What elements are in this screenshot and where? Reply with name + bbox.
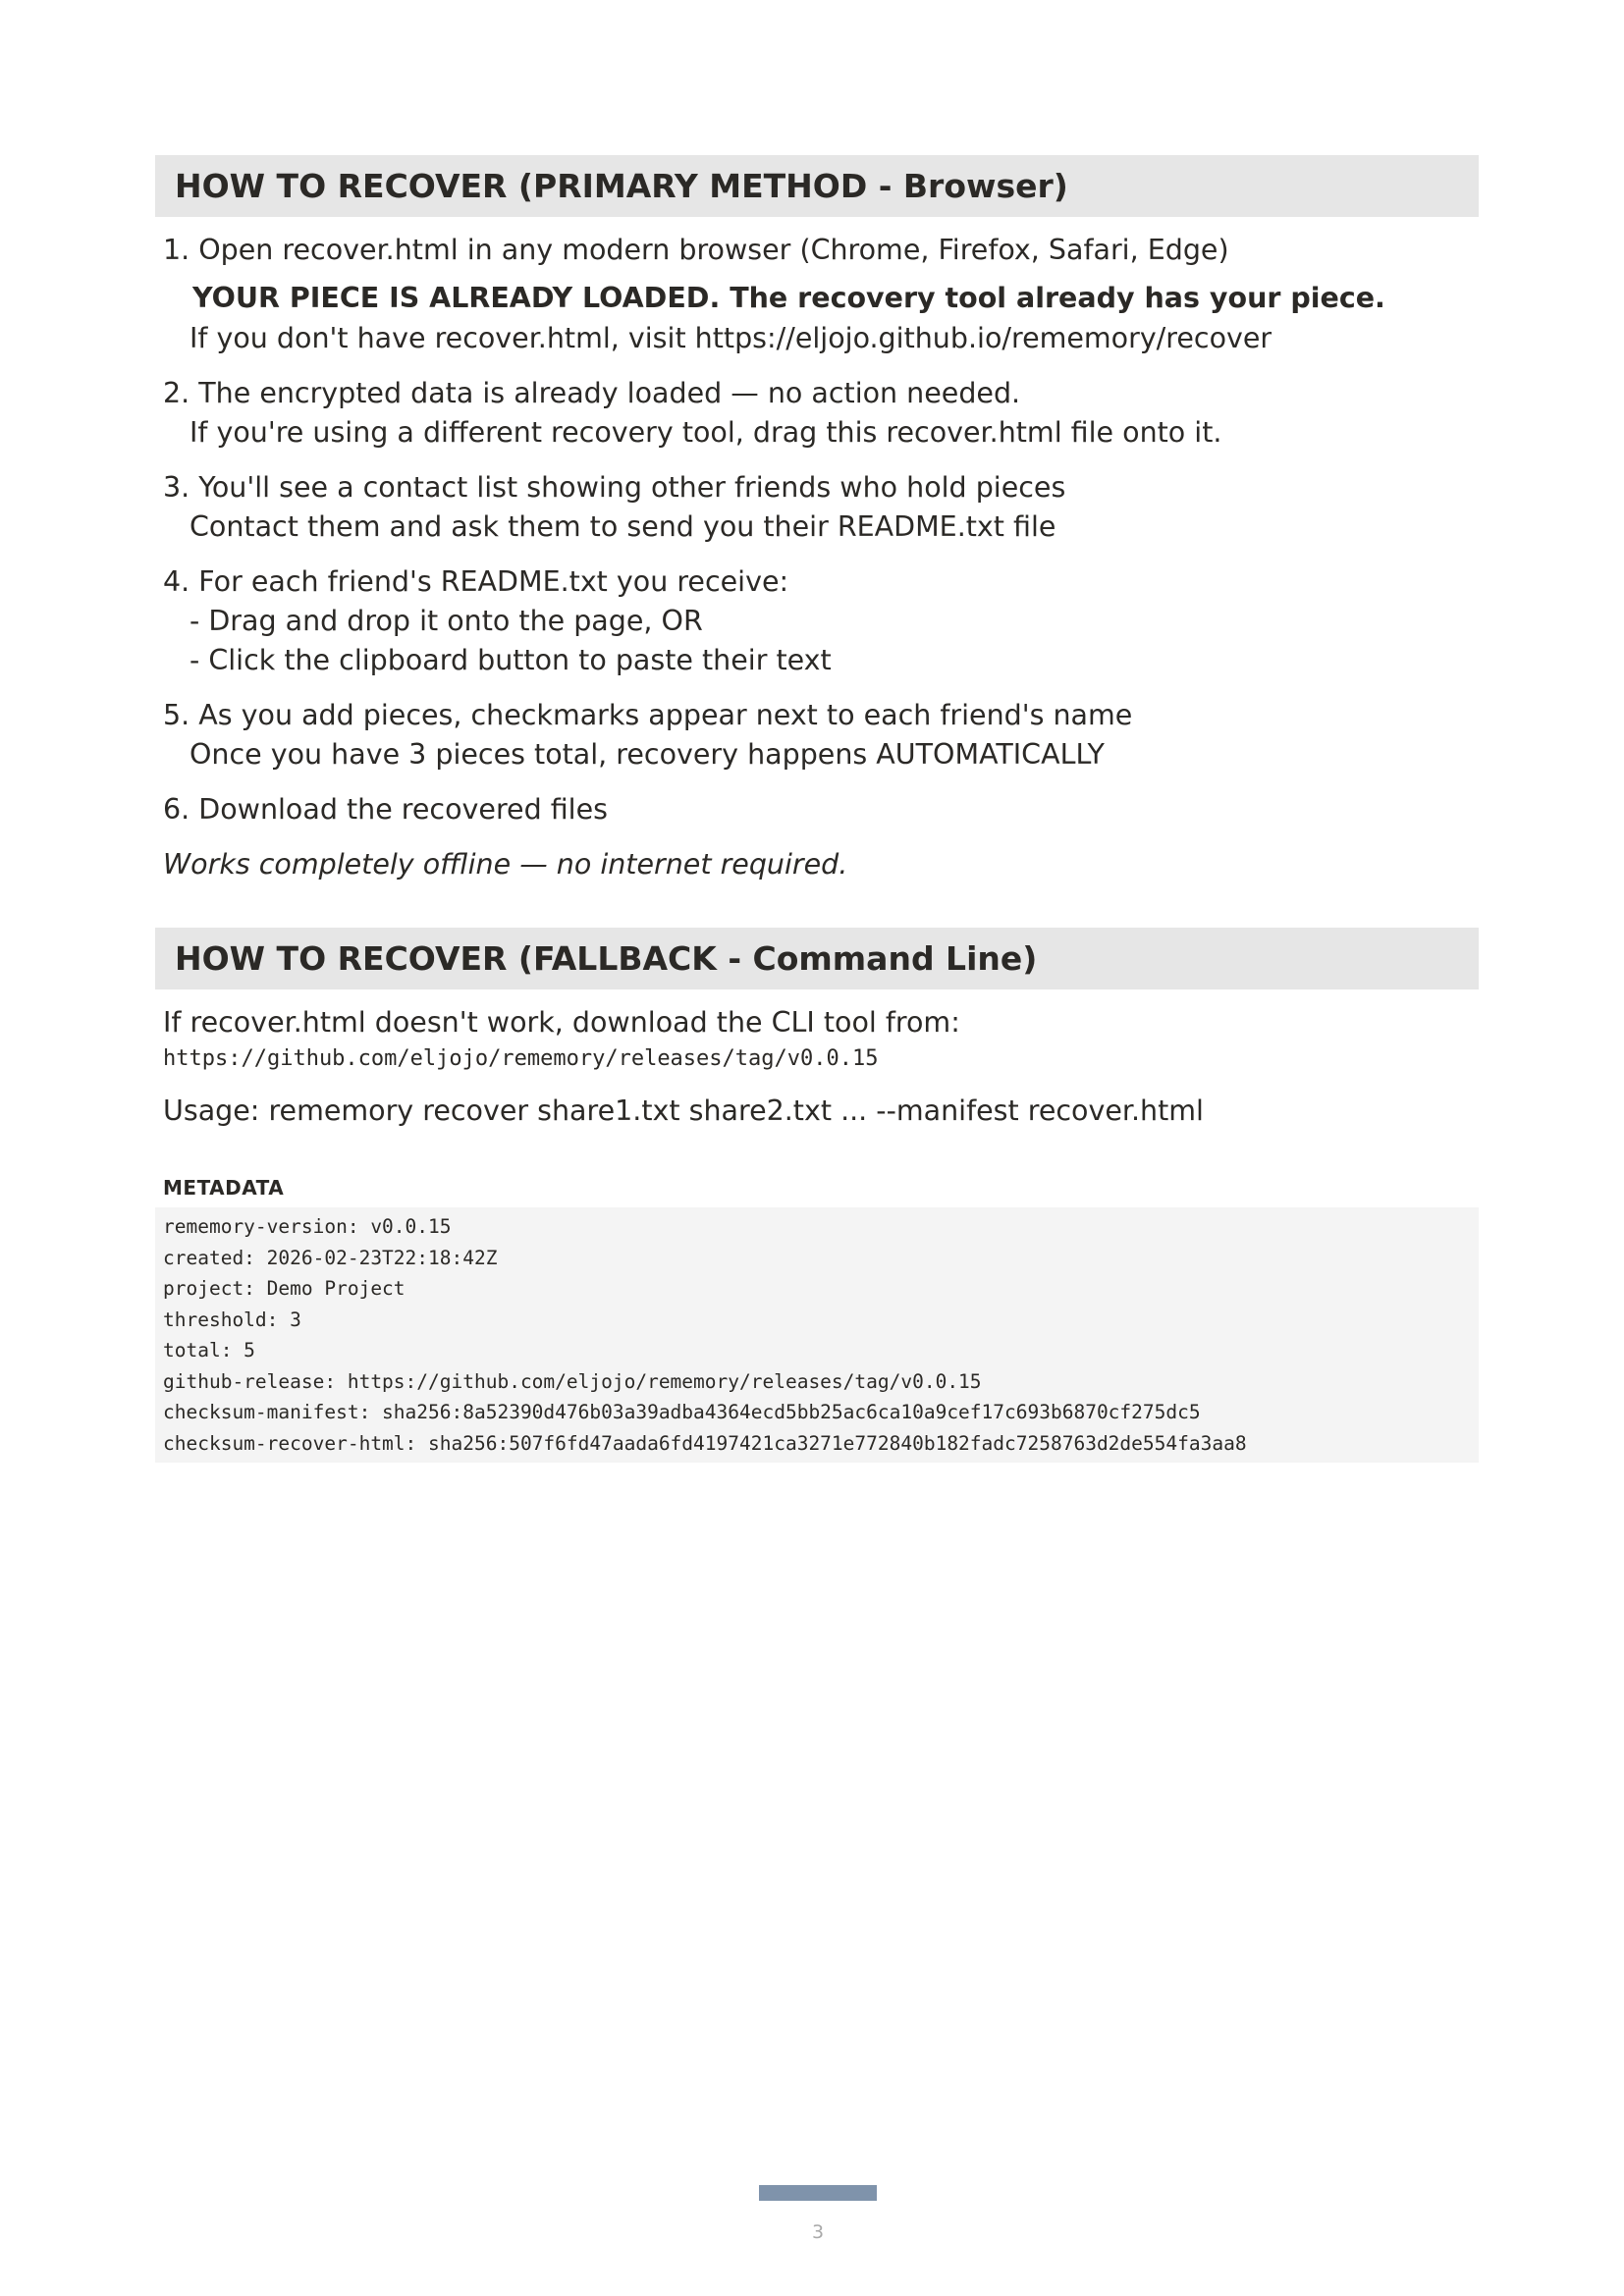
fallback-method-heading: HOW TO RECOVER (FALLBACK - Command Line) (155, 928, 1479, 989)
primary-method-heading: HOW TO RECOVER (PRIMARY METHOD - Browser) (155, 155, 1479, 217)
step-1-detail: If you don't have recover.html, visit https://eljojo.github.io/rememory/recover (189, 322, 1272, 354)
step-1 (163, 231, 1479, 358)
cli-usage: Usage: rememory recover share1.txt share2.txt ... --manifest recover.html (163, 1095, 1204, 1127)
metadata-line: checksum-manifest: sha256:8a52390d476b03a39adba4364ecd5bb25ac6ca10a9cef17c693b6870cf275dc5 (163, 1401, 1201, 1423)
step-5-detail: Once you have 3 pieces total, recovery happens AUTOMATICALLY (189, 738, 1105, 771)
document-page (155, 155, 1479, 1463)
metadata-line: checksum-recover-html: sha256:507f6fd47aada6fd4197421ca3271e772840b182fadc7258763d2de554fa3aa8 (163, 1431, 1247, 1455)
metadata-block (155, 1207, 1479, 1463)
metadata-heading: METADATA (163, 1176, 285, 1200)
step-2-text: 2. The encrypted data is already loaded — no action needed. (163, 377, 1021, 409)
step-5 (163, 696, 1479, 774)
metadata-line: created: 2026-02-23T22:18:42Z (163, 1246, 498, 1269)
step-4 (163, 562, 1479, 680)
step-3-detail: Contact them and ask them to send you their README.txt file (189, 510, 1056, 543)
step-2-detail: If you're using a different recovery tool, drag this recover.html file onto it. (189, 416, 1222, 449)
step-3 (163, 468, 1479, 547)
step-4-option-drag: - Drag and drop it onto the page, OR (189, 605, 703, 637)
cli-download-link[interactable]: https://github.com/eljojo/rememory/releases/tag/v0.0.15 (163, 1046, 879, 1071)
step-2 (163, 374, 1479, 453)
primary-steps (155, 231, 1479, 829)
fallback-intro: If recover.html doesn't work, download the CLI tool from: (163, 1006, 960, 1039)
step-6-text: 6. Download the recovered files (163, 793, 608, 826)
metadata-line: total: 5 (163, 1339, 255, 1362)
step-4-option-paste: - Click the clipboard button to paste their text (189, 644, 832, 676)
piece-loaded-notice: YOUR PIECE IS ALREADY LOADED. The recovery tool already has your piece. (192, 282, 1385, 314)
step-4-text: 4. For each friend's README.txt you receive: (163, 565, 789, 598)
offline-note: Works completely offline — no internet required. (163, 848, 848, 881)
fallback-content (155, 1003, 1479, 1131)
page-number: 3 (811, 2221, 825, 2243)
step-6 (163, 790, 1479, 829)
metadata-line: threshold: 3 (163, 1308, 301, 1331)
metadata-line: rememory-version: v0.0.15 (163, 1215, 452, 1238)
step-5-text: 5. As you add pieces, checkmarks appear next to each friend's name (163, 699, 1133, 731)
step-3-text: 3. You'll see a contact list showing other friends who hold pieces (163, 471, 1066, 504)
metadata-line: github-release: https://github.com/eljojo/rememory/releases/tag/v0.0.15 (163, 1369, 982, 1393)
footer-bar (759, 2185, 877, 2201)
metadata-line: project: Demo Project (163, 1277, 406, 1300)
step-1-text: 1. Open recover.html in any modern browser (Chrome, Firefox, Safari, Edge) (163, 234, 1229, 266)
